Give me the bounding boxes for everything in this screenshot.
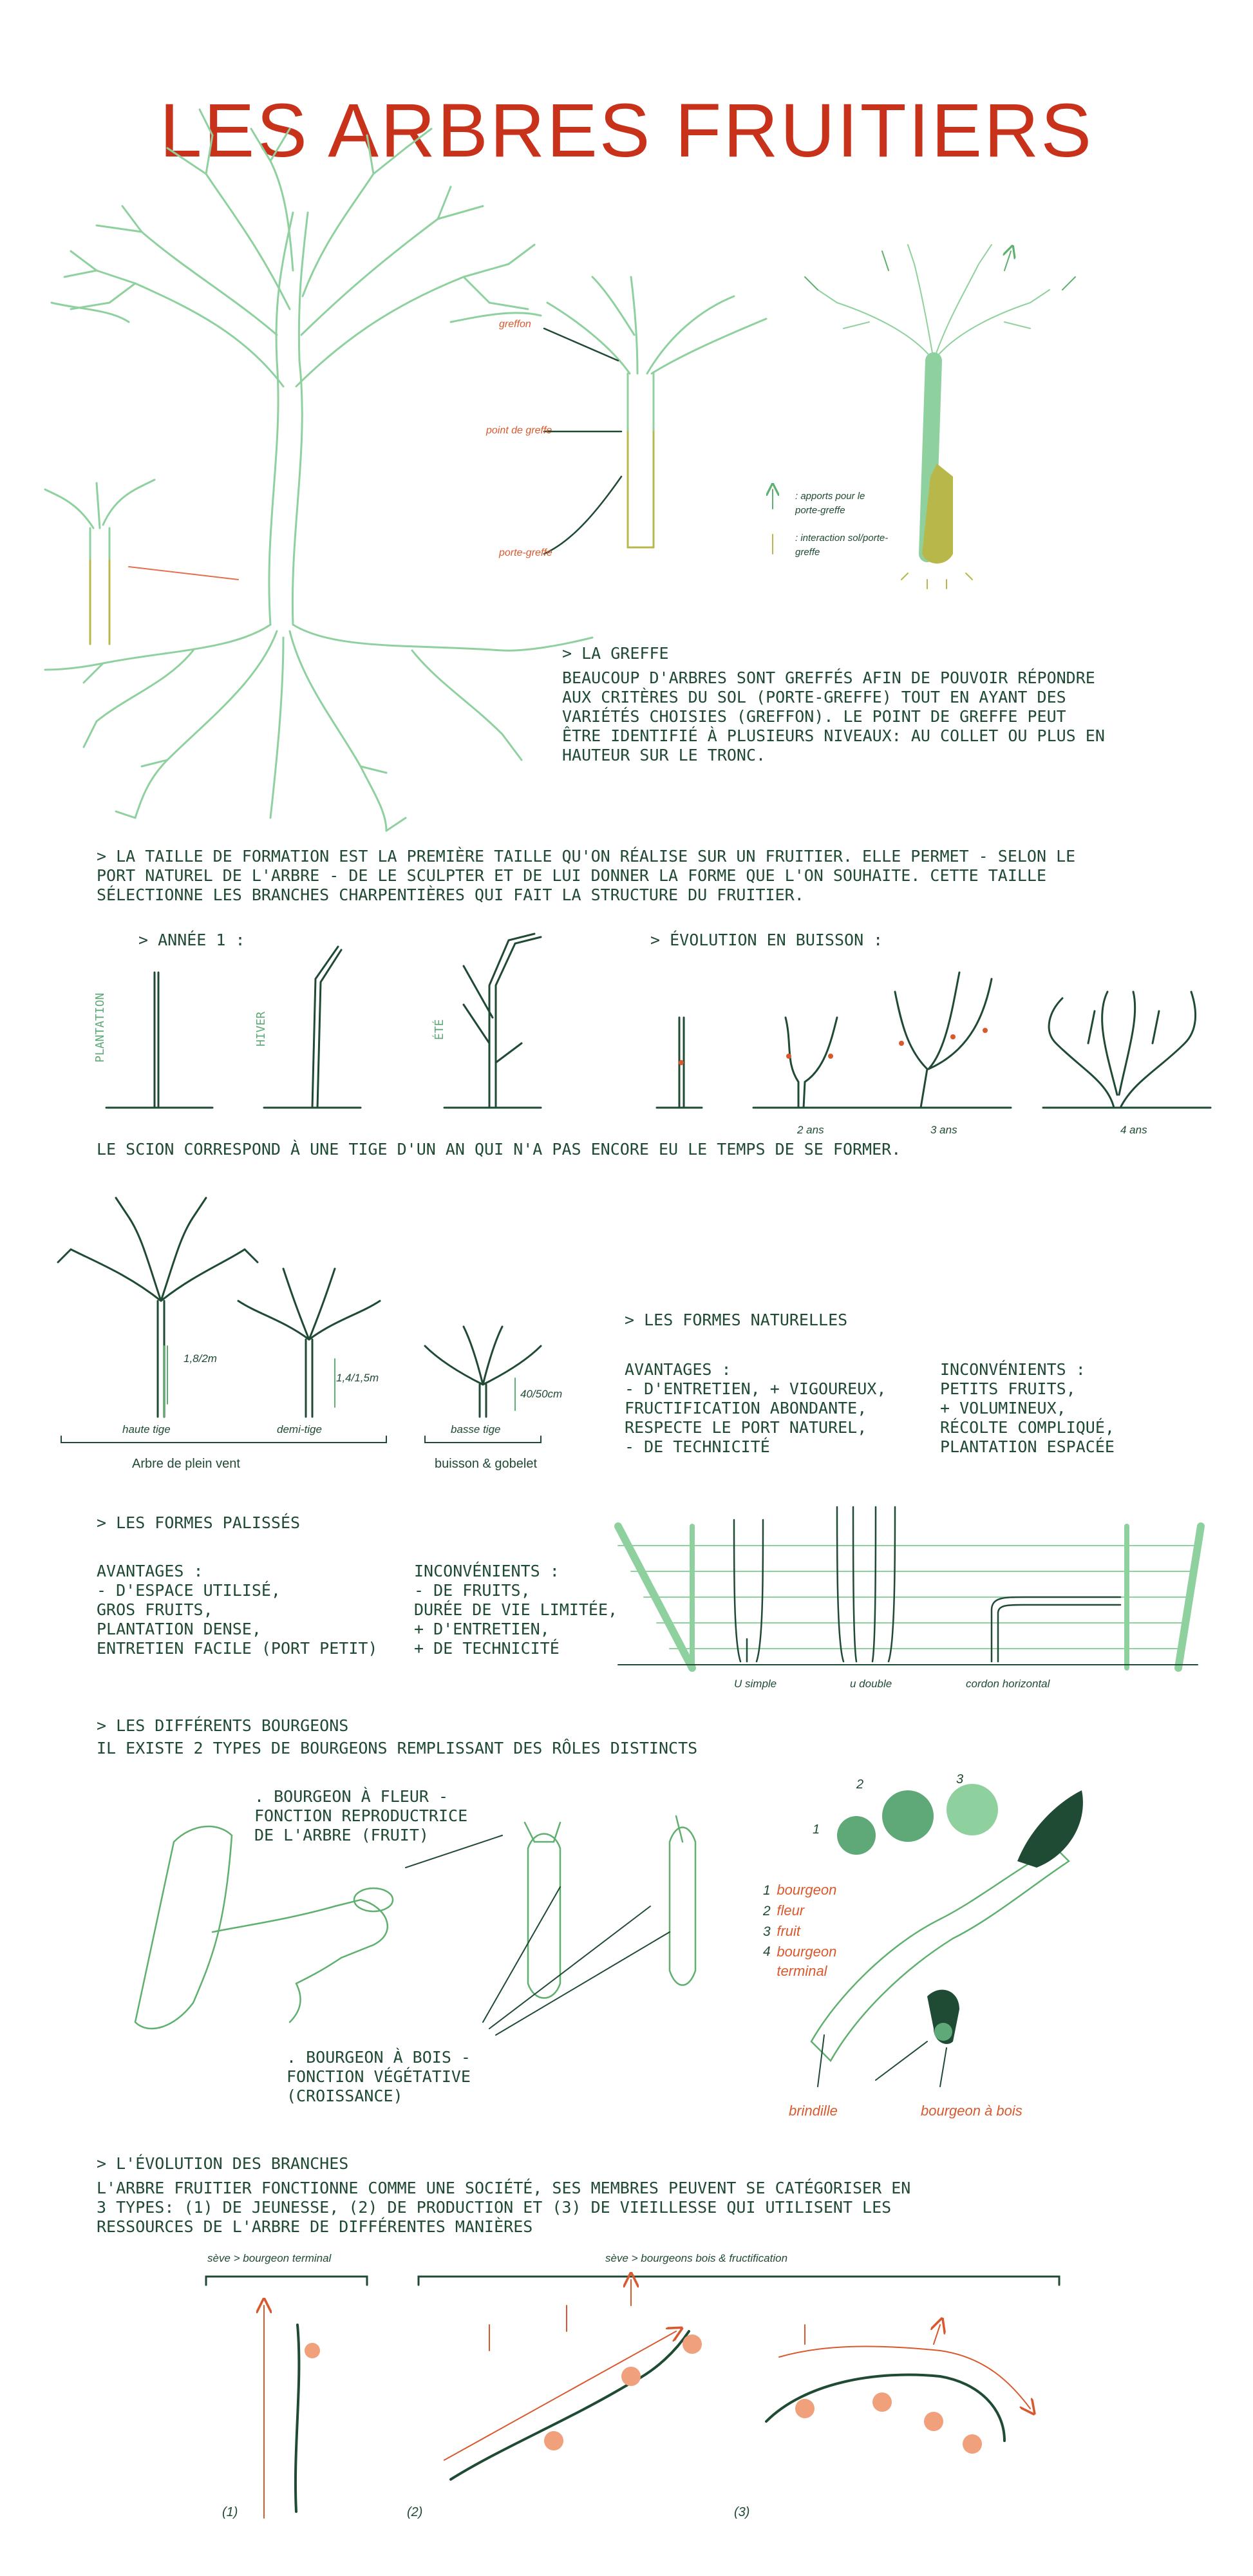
legend-item: 4 bourgeon terminal — [763, 1944, 837, 1979]
bourgeons-legend — [763, 1880, 836, 1981]
natural-trees — [58, 1198, 541, 1443]
naturelles-inconvenients: INCONVÉNIENTS : PETITS FRUITS, + VOLUMINEUX, RÉCOLTE COMPLIQUÉ, PLANTATION ESPACÉE — [940, 1360, 1115, 1456]
group-plein-vent: Arbre de plein vent — [132, 1457, 240, 1471]
detail-number-2: 2 — [856, 1777, 864, 1792]
evolution-branches — [206, 2277, 1059, 2518]
label-demi-tige: demi-tige — [277, 1423, 322, 1435]
greffe-text: BEAUCOUP D'ARBRES SONT GREFFÉS AFIN DE POUVOIR RÉPONDRE AUX CRITÈRES DU SOL (PORTE-GREFFE) TOUT EN AYANT DES VARIÉTÉS CHOISIES (GREFFON). LE POINT DE GREFFE PEUT ÊTRE IDENTIFIÉ À PLUSIEURS NIVEAUX: AU COLLET OU PLUS EN HAUTEUR SUR LE TRONC. — [562, 668, 1105, 764]
legend-item: 2 fleur — [763, 1902, 805, 1918]
year-2-ans: 2 ans — [797, 1124, 824, 1136]
taille-text: > LA TAILLE DE FORMATION EST LA PREMIÈRE TAILLE QU'ON RÉALISE SUR UN FRUITIER. ELLE PERMET - SELON LE PORT NATUREL DE L'ARBRE - DE LE SCULPTER ET DE LUI DONNER LA FORME QUE L'ON SOUHAITE. CETTE TAILLE SÉLECTIONNE LES BRANCHES CHARPENTIÈRES QUI FAIT LA STRUCTURE DU FRUITIER. — [97, 847, 1076, 904]
label-haute-tige: haute tige — [122, 1423, 171, 1435]
bourgeon-fleur-text: . BOURGEON À FLEUR - FONCTION REPRODUCTRICE DE L'ARBRE (FRUIT) — [254, 1787, 468, 1844]
label-u-simple: U simple — [734, 1678, 777, 1690]
height-haute-tige: 1,8/2m — [184, 1352, 217, 1365]
bourgeons-drawings — [135, 1816, 695, 2035]
group-buisson-gobelet: buisson & gobelet — [435, 1457, 538, 1471]
year-3-ans: 3 ans — [930, 1124, 957, 1136]
height-demi-tige: 1,4/1,5m — [336, 1372, 379, 1384]
page-title: LES ARBRES FRUITIERS — [159, 88, 1094, 173]
label-cordon-horizontal: cordon horizontal — [966, 1678, 1050, 1690]
legend-item: 3 fruit — [763, 1923, 801, 1939]
scion-text: LE SCION CORRESPOND À UNE TIGE D'UN AN QUI N'A PAS ENCORE EU LE TEMPS DE SE FORMER. — [97, 1140, 901, 1159]
annee1-heading: > ANNÉE 1 : — [138, 931, 245, 949]
stage-ete: ÉTÉ — [433, 1019, 446, 1040]
label-production: (2) — [407, 2505, 423, 2519]
label-greffon: greffon — [499, 319, 531, 330]
year-4-ans: 4 ans — [1120, 1124, 1147, 1136]
label-point-de-greffe: point de greffe — [486, 425, 552, 436]
evolution-buisson-heading: > ÉVOLUTION EN BUISSON : — [650, 931, 883, 949]
stage-plantation: PLANTATION — [93, 992, 107, 1063]
label-basse-tige: basse tige — [451, 1423, 501, 1435]
palissade-drawing — [618, 1507, 1201, 1668]
bourgeons-intro: IL EXISTE 2 TYPES DE BOURGEONS REMPLISSANT DES RÔLES DISTINCTS — [97, 1739, 698, 1757]
detail-number-4: 4 — [1075, 1803, 1083, 1817]
evolution-text: L'ARBRE FRUITIER FONCTIONNE COMME UNE SOCIÉTÉ, SES MEMBRES PEUVENT SE CATÉGORISER EN 3 TYPES: (1) DE JEUNESSE, (2) DE PRODUCTION ET (3) DE VIEILLESSE QUI UTILISENT LES RESSOURCES DE L'ARBRE DE DIFFÉRENTES MANIÈRES — [97, 2179, 911, 2236]
seve-bourgeon-terminal: sève > bourgeon terminal — [207, 2252, 332, 2264]
buisson-drawings — [657, 972, 1211, 1108]
legend-interaction: : interaction sol/porte- greffe — [795, 533, 889, 558]
graft-diagram — [544, 277, 766, 554]
palisses-inconvenients: INCONVÉNIENTS : - DE FRUITS, DURÉE DE VIE LIMITÉE, + D'ENTRETIEN, + DE TECHNICITÉ — [414, 1562, 618, 1658]
legend-item: 1 bourgeon — [763, 1882, 837, 1898]
label-jeunesse: (1) — [222, 2505, 238, 2519]
palisses-heading: > LES FORMES PALISSÉS — [97, 1513, 301, 1532]
small-sapling — [45, 480, 238, 644]
naturelles-heading: > LES FORMES NATURELLES — [625, 1311, 848, 1329]
detail-number-1: 1 — [813, 1823, 820, 1837]
big-tree-drawing — [45, 109, 592, 831]
seve-bourgeons-bois: sève > bourgeons bois & fructification — [605, 2252, 788, 2264]
label-porte-greffe: porte-greffe — [499, 547, 552, 558]
naturelles-avantages: AVANTAGES : - D'ENTRETIEN, + VIGOUREUX, FRUCTIFICATION ABONDANTE, RESPECTE LE PORT NATUREL, - DE TECHNICITÉ — [625, 1360, 887, 1456]
legend-apports: : apports pour le porte-greffe — [795, 491, 865, 516]
height-basse-tige: 40/50cm — [520, 1388, 563, 1400]
evolution-heading: > L'ÉVOLUTION DES BRANCHES — [97, 2154, 349, 2173]
annee1-drawings — [106, 934, 541, 1108]
palisses-avantages: AVANTAGES : - D'ESPACE UTILISÉ, GROS FRUITS, PLANTATION DENSE, ENTRETIEN FACILE (PORT PETIT) — [97, 1562, 378, 1658]
label-vieillesse: (3) — [734, 2505, 750, 2519]
label-bourgeon-a-bois: bourgeon à bois — [921, 2103, 1022, 2119]
label-brindille: brindille — [789, 2103, 838, 2119]
greffe-heading: > LA GREFFE — [562, 644, 669, 663]
detail-number-3: 3 — [956, 1772, 964, 1786]
stage-hiver: HIVER — [254, 1011, 268, 1046]
label-u-double: u double — [850, 1678, 892, 1690]
bourgeons-detail — [811, 1784, 1083, 2087]
bourgeon-bois-text: . BOURGEON À BOIS - FONCTION VÉGÉTATIVE (CROISSANCE) — [287, 2048, 471, 2105]
bourgeons-heading: > LES DIFFÉRENTS BOURGEONS — [97, 1716, 349, 1735]
